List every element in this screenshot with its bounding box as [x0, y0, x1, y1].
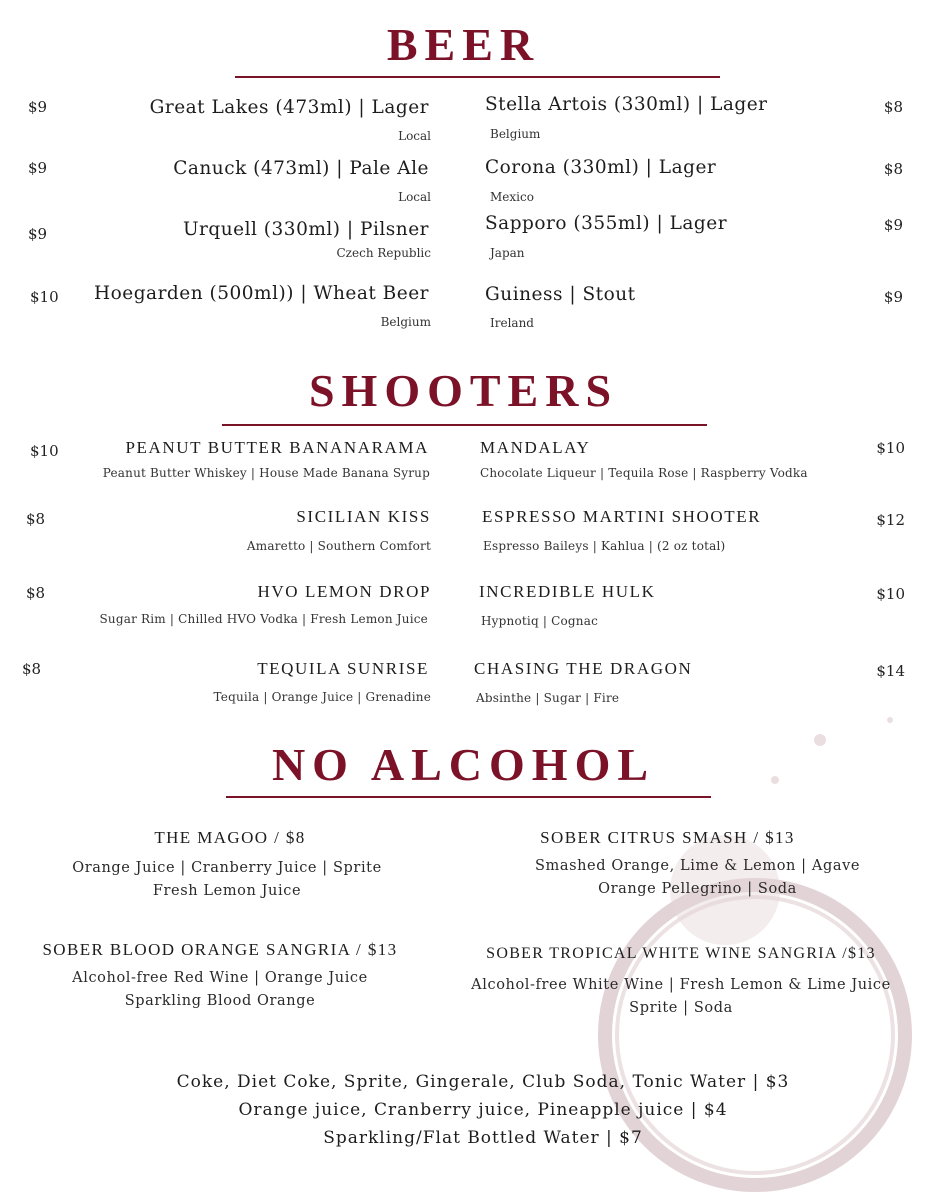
shooter-price: $12 — [876, 511, 905, 529]
shooter-desc: Absinthe | Sugar | Fire — [476, 691, 620, 705]
drink-desc: Fresh Lemon Juice — [152, 883, 302, 899]
beer-price: $8 — [883, 98, 903, 116]
beer-price: $8 — [883, 160, 903, 178]
beer-name: Stella Artois (330ml) | Lager — [485, 94, 768, 115]
shooter-desc: Sugar Rim | Chilled HVO Vodka | Fresh Lemon Juice — [99, 612, 428, 626]
beer-name: Urquell (330ml) | Pilsner — [182, 219, 429, 240]
beer-name: Guiness | Stout — [485, 284, 636, 305]
beer-name: Corona (330ml) | Lager — [485, 157, 717, 178]
beer-price: $9 — [28, 159, 48, 177]
beer-price: $9 — [883, 216, 903, 234]
beer-origin: Belgium — [490, 127, 541, 141]
beer-name: Great Lakes (473ml) | Lager — [149, 97, 429, 118]
shooter-desc: Amaretto | Southern Comfort — [246, 539, 431, 553]
shooter-name: PEANUT BUTTER BANANARAMA — [125, 438, 429, 457]
shooter-price: $14 — [876, 662, 905, 680]
beer-price: $9 — [28, 225, 48, 243]
shooter-name: ESPRESSO MARTINI SHOOTER — [482, 507, 762, 526]
no-alcohol-divider — [226, 796, 711, 798]
drink-name: SOBER BLOOD ORANGE SANGRIA / $13 — [42, 940, 398, 959]
shooter-name: MANDALAY — [480, 438, 591, 457]
shooter-desc: Hypnotiq | Cognac — [481, 614, 598, 628]
shooter-desc: Peanut Butter Whiskey | House Made Banana Syrup — [102, 466, 430, 480]
beer-name: Hoegarden (500ml)) | Wheat Beer — [94, 283, 429, 304]
beer-name: Sapporo (355ml) | Lager — [485, 213, 728, 234]
beer-price: $9 — [883, 288, 903, 306]
beer-price: $9 — [28, 98, 48, 116]
soft-drinks-line: Orange juice, Cranberry juice, Pineapple juice | $4 — [238, 1100, 728, 1120]
beer-origin: Czech Republic — [336, 246, 431, 260]
drink-desc: Alcohol-free Red Wine | Orange Juice — [72, 970, 368, 986]
shooter-name: HVO LEMON DROP — [257, 582, 431, 601]
beer-origin: Mexico — [490, 190, 534, 204]
beer-price: $10 — [30, 288, 59, 306]
drink-name: SOBER CITRUS SMASH / $13 — [540, 828, 795, 847]
drink-desc: Smashed Orange, Lime & Lemon | Agave — [534, 858, 861, 874]
drink-desc: Sparkling Blood Orange — [124, 993, 316, 1009]
soft-drinks-line: Coke, Diet Coke, Sprite, Gingerale, Club Soda, Tonic Water | $3 — [176, 1072, 790, 1092]
shooter-name: TEQUILA SUNRISE — [257, 659, 429, 678]
no-alcohol-heading: NO ALCOHOL — [271, 739, 656, 790]
drink-desc: Orange Pellegrino | Soda — [598, 881, 797, 897]
shooters-divider — [222, 424, 707, 426]
shooters-heading: SHOOTERS — [308, 365, 619, 416]
shooter-desc: Chocolate Liqueur | Tequila Rose | Raspberry Vodka — [480, 466, 808, 480]
shooter-name: SICILIAN KISS — [296, 507, 431, 526]
shooter-price: $10 — [876, 585, 905, 603]
drink-desc: Orange Juice | Cranberry Juice | Sprite — [72, 860, 382, 876]
beer-origin: Japan — [490, 246, 525, 260]
beer-origin: Belgium — [380, 315, 431, 329]
beer-heading: BEER — [386, 19, 541, 70]
shooter-name: CHASING THE DRAGON — [474, 659, 693, 678]
drink-name: SOBER TROPICAL WHITE WINE SANGRIA /$13 — [486, 945, 876, 962]
beer-origin: Local — [398, 129, 431, 143]
shooter-price: $10 — [876, 439, 905, 457]
drink-desc: Sprite | Soda — [629, 1000, 733, 1016]
shooter-price: $8 — [26, 510, 46, 528]
soft-drinks-line: Sparkling/Flat Bottled Water | $7 — [323, 1128, 643, 1148]
drink-desc: Alcohol-free White Wine | Fresh Lemon & Lime Juice — [471, 977, 891, 993]
shooter-desc: Tequila | Orange Juice | Grenadine — [213, 690, 431, 704]
shooter-price: $10 — [30, 442, 59, 460]
beer-origin: Ireland — [490, 316, 534, 330]
beer-divider — [235, 76, 720, 78]
shooter-price: $8 — [22, 660, 42, 678]
beer-name: Canuck (473ml) | Pale Ale — [173, 158, 429, 179]
beer-origin: Local — [398, 190, 431, 204]
shooter-price: $8 — [26, 584, 46, 602]
shooter-desc: Espresso Baileys | Kahlua | (2 oz total) — [483, 539, 726, 553]
shooter-name: INCREDIBLE HULK — [479, 582, 656, 601]
drink-name: THE MAGOO / $8 — [154, 828, 306, 847]
